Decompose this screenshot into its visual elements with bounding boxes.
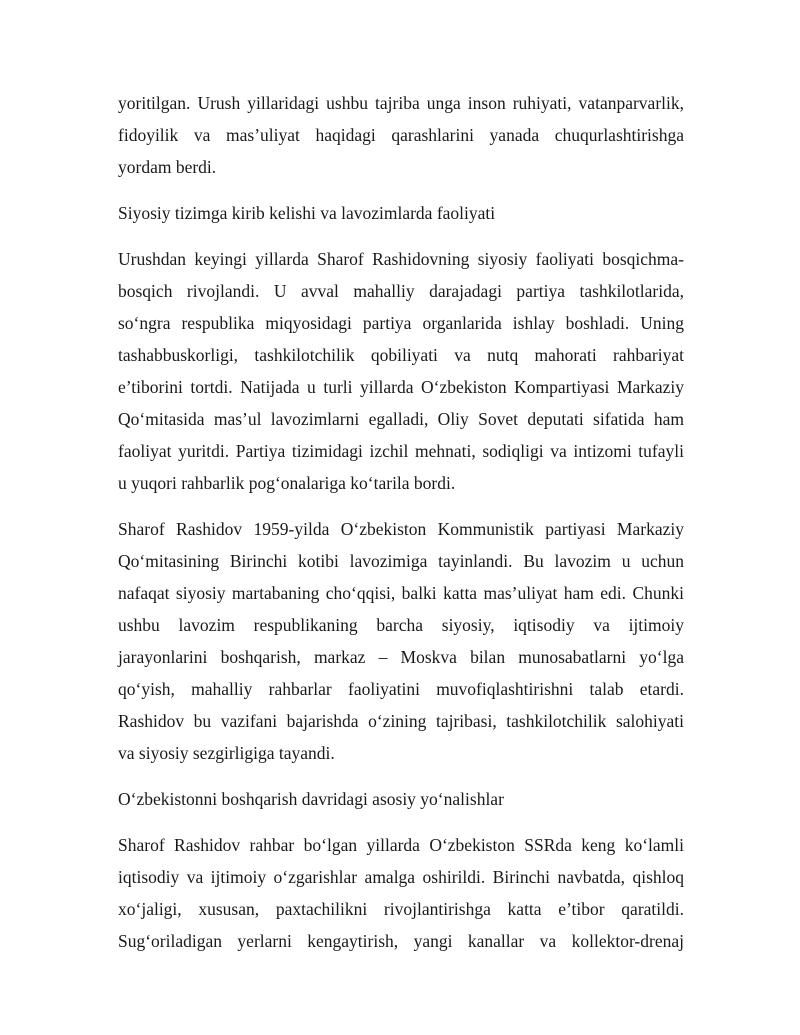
paragraph-postwar-career <box>118 243 684 499</box>
text-line: tashabbuskorligi, tashkilotchilik qobiliyati va nutq mahorati rahbariyat <box>118 345 684 365</box>
text-line: Sharof Rashidov rahbar bo‘lgan yillarda O‘zbekiston SSRda keng ko‘lamli <box>118 835 684 855</box>
text-line: fidoyilik va mas’uliyat haqidagi qarashlarini yanada chuqurlashtirishga <box>118 125 684 145</box>
section-heading-political-entry: Siyosiy tizimga kirib kelishi va lavozimlarda faoliyati <box>118 203 496 223</box>
text-line: nafaqat siyosiy martabaning cho‘qqisi, balki katta mas’uliyat ham edi. Chunki <box>118 583 684 603</box>
text-line: Qo‘mitasining Birinchi kotibi lavozimiga tayinlandi. Bu lavozim u uchun <box>118 551 684 571</box>
text-line: Qo‘mitasida mas’ul lavozimlarni egalladi, Oliy Sovet deputati sifatida ham <box>118 409 684 429</box>
text-line: xo‘jaligi, xususan, paxtachilikni rivojlantirishga katta e’tibor qaratildi. <box>118 899 684 919</box>
text-line: ushbu lavozim respublikaning barcha siyosiy, iqtisodiy va ijtimoiy <box>118 615 684 635</box>
text-line: iqtisodiy va ijtimoiy o‘zgarishlar amalga oshirildi. Birinchi navbatda, qishloq <box>118 867 684 887</box>
text-line: Sharof Rashidov 1959-yilda O‘zbekiston Kommunistik partiyasi Markaziy <box>118 519 684 539</box>
text-line: bosqich rivojlandi. U avval mahalliy darajadagi partiya tashkilotlarida, <box>118 281 684 301</box>
text-line: qo‘yish, mahalliy rahbarlar faoliyatini muvofiqlashtirishni talab etardi. <box>118 679 684 699</box>
section-heading-governance-directions: O‘zbekistonni boshqarish davridagi asosiy yo‘nalishlar <box>118 789 504 809</box>
text-line: so‘ngra respublika miqyosidagi partiya organlarida ishlay boshladi. Uning <box>118 313 684 333</box>
paragraph-first-secretary <box>118 513 684 769</box>
text-line: jarayonlarini boshqarish, markaz – Moskva bilan munosabatlarni yo‘lga <box>118 647 684 667</box>
text-line: Urushdan keyingi yillarda Sharof Rashidovning siyosiy faoliyati bosqichma- <box>118 249 684 269</box>
text-line: Sug‘oriladigan yerlarni kengaytirish, yangi kanallar va kollektor-drenaj <box>118 931 684 951</box>
paragraph-economic-changes <box>118 829 684 957</box>
document-page <box>118 87 684 971</box>
paragraph-war-experience <box>118 87 684 183</box>
text-line: yoritilgan. Urush yillaridagi ushbu tajriba unga inson ruhiyati, vatanparvarlik, <box>118 93 684 113</box>
text-line: e’tiborini tortdi. Natijada u turli yillarda O‘zbekiston Kompartiyasi Markaziy <box>118 377 684 397</box>
text-line: faoliyat yuritdi. Partiya tizimidagi izchil mehnati, sodiqligi va intizomi tufayli <box>118 441 684 461</box>
text-line: u yuqori rahbarlik pog‘onalariga ko‘tarila bordi. <box>118 473 456 493</box>
text-line: Rashidov bu vazifani bajarishda o‘zining tajribasi, tashkilotchilik salohiyati <box>118 711 684 731</box>
text-line: yordam berdi. <box>118 157 217 177</box>
text-line: va siyosiy sezgirligiga tayandi. <box>118 743 335 763</box>
